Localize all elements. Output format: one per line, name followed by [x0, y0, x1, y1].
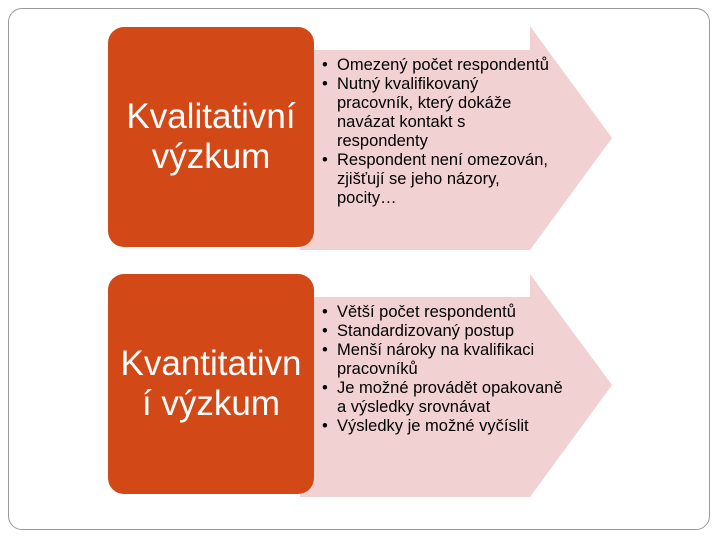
quantitative-bullet-list — [320, 303, 566, 436]
list-item: • Omezený počet respondentů — [320, 56, 558, 75]
qualitative-research-title: Kvalitativní výzkum — [126, 97, 296, 176]
quantitative-research-title: Kvantitativní výzkum — [120, 344, 302, 423]
quantitative-research-box — [108, 274, 314, 494]
qualitative-bullet-list — [320, 56, 558, 208]
list-item: • Větší počet respondentů — [320, 303, 566, 322]
list-item: • Nutný kvalifikovaný pracovník, který dokáže navázat kontakt s respondenty — [320, 75, 558, 151]
list-item: • Výsledky je možné vyčíslit — [320, 417, 566, 436]
list-item: • Respondent není omezován, zjišťují se jeho názory, pocity… — [320, 151, 558, 208]
list-item: • Standardizovaný postup — [320, 322, 566, 341]
qualitative-research-box — [108, 27, 314, 247]
list-item: • Je možné provádět opakovaně a výsledky srovnávat — [320, 379, 566, 417]
list-item: • Menší nároky na kvalifikaci pracovníků — [320, 341, 566, 379]
